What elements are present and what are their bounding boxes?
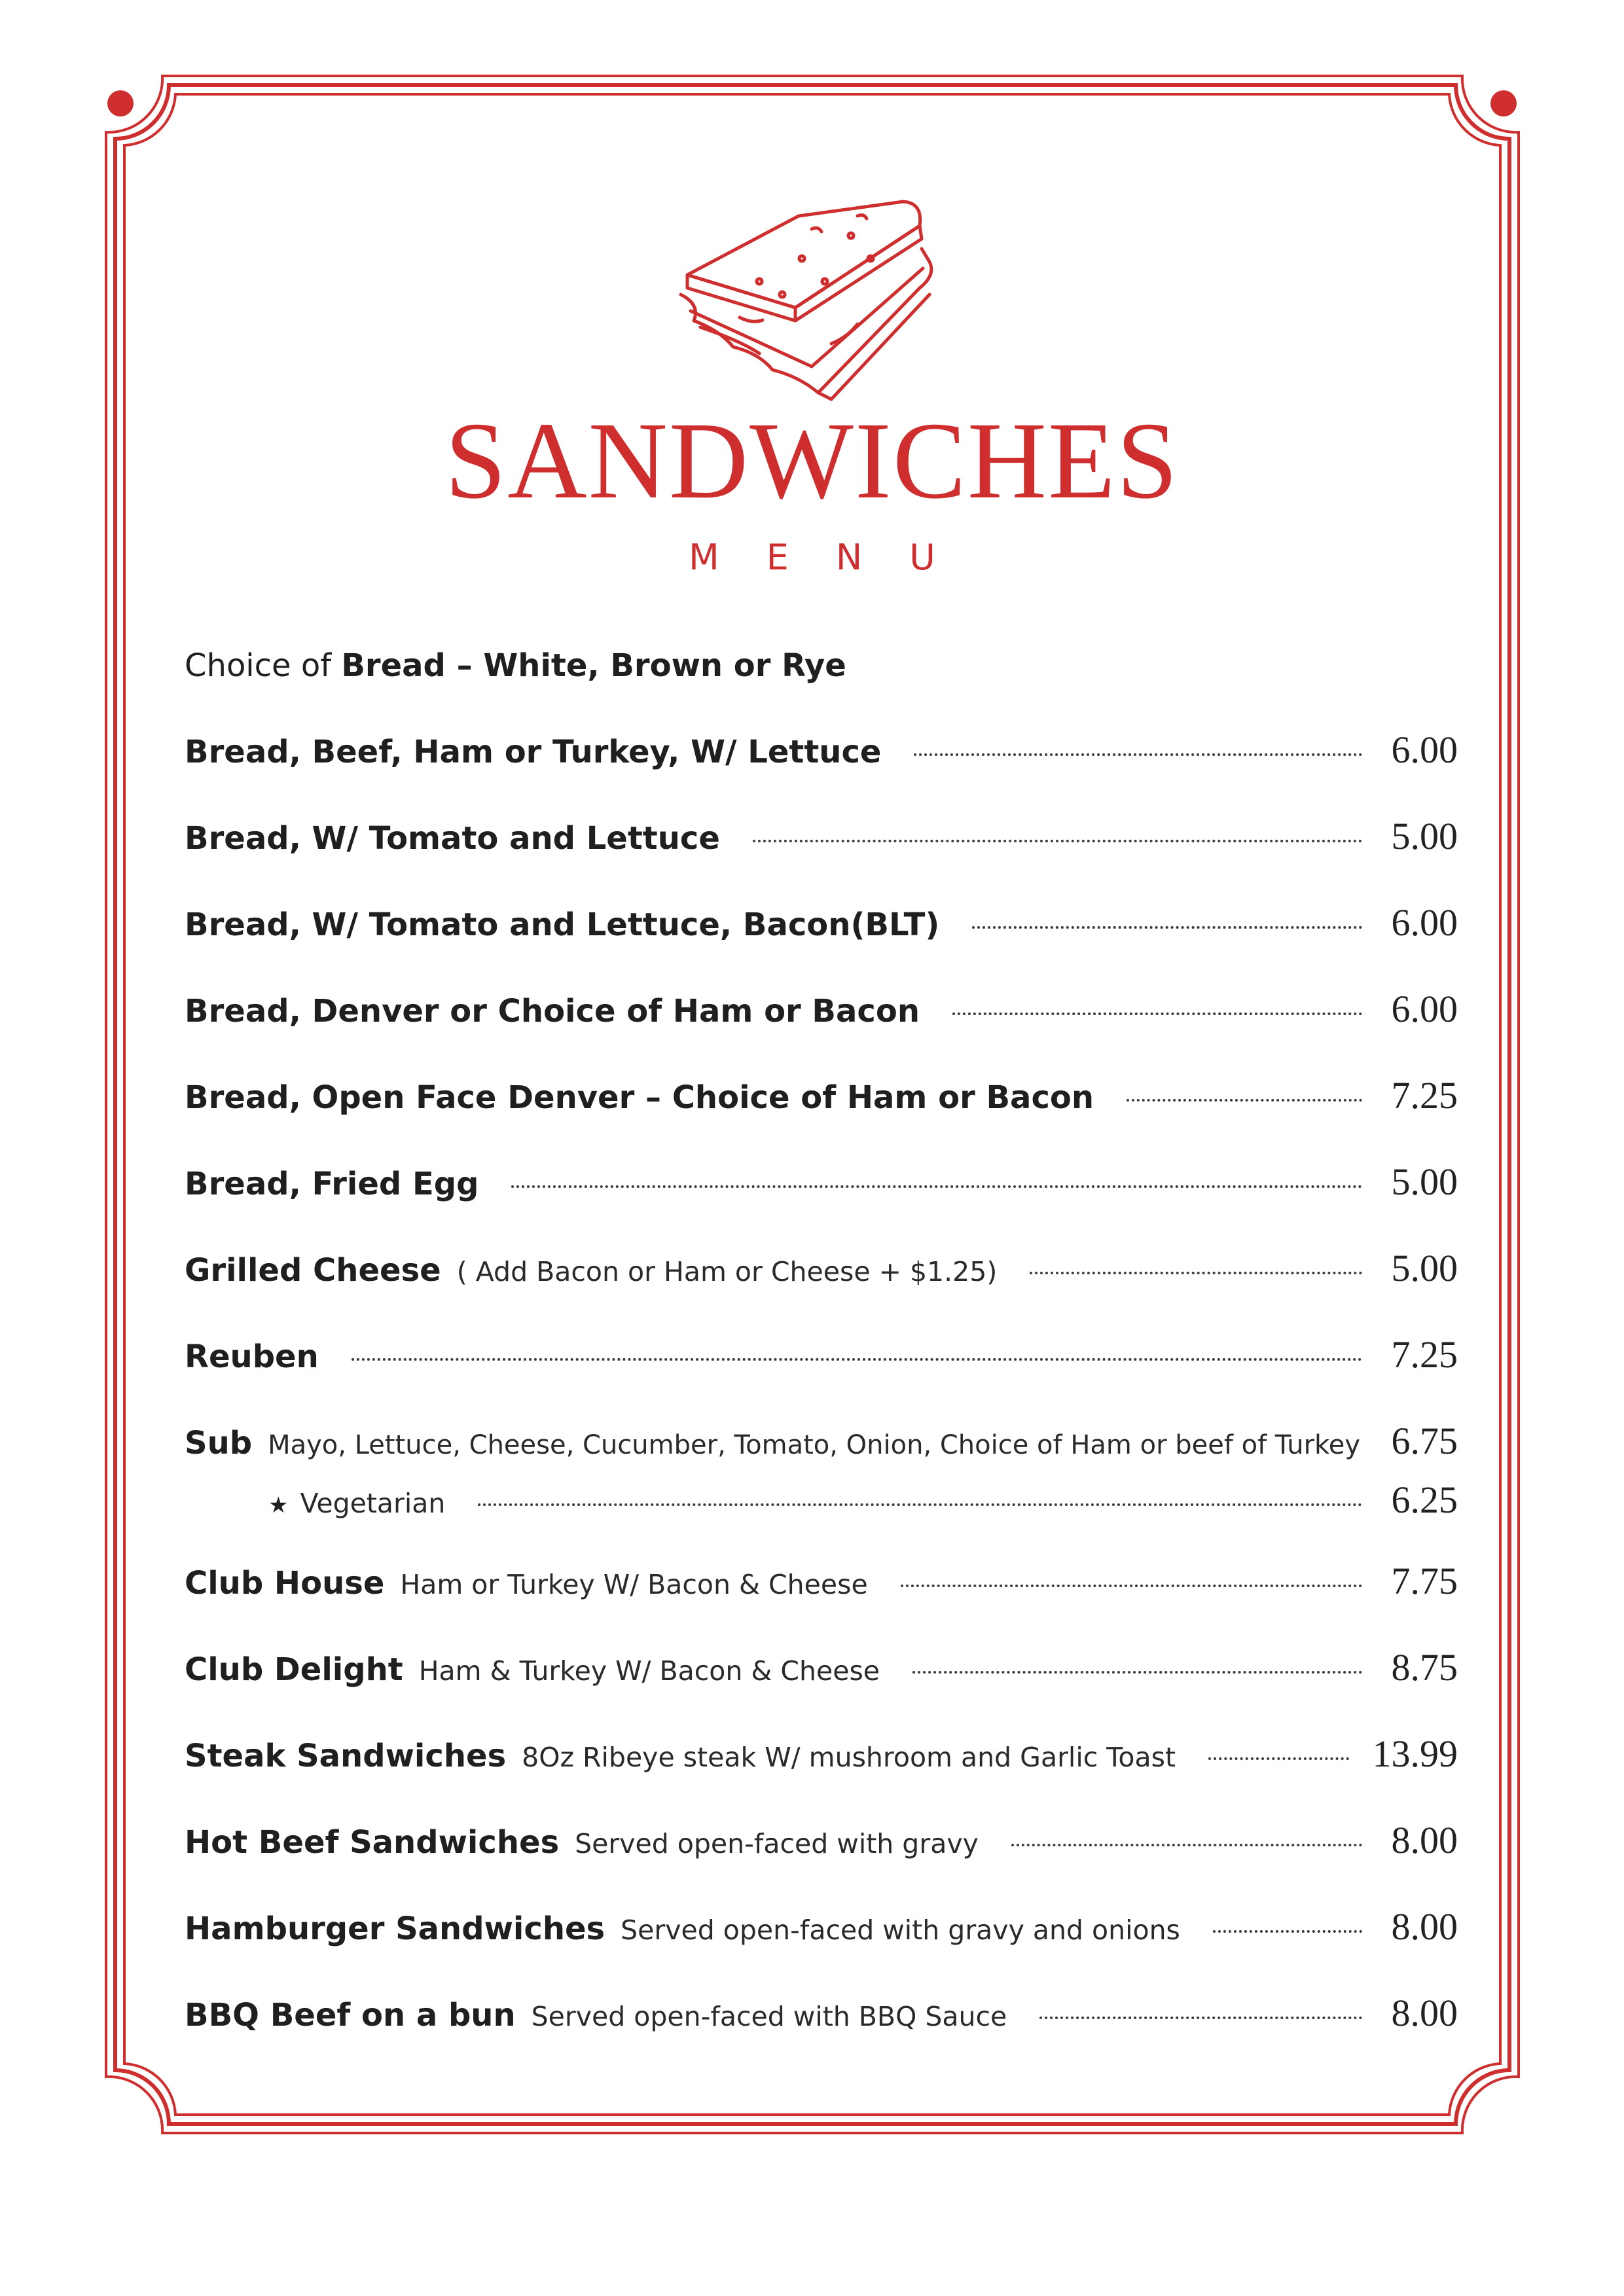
item-price: 8.00 (1391, 1819, 1458, 1861)
menu-item (185, 1818, 1458, 1864)
dotted-leader (1039, 2017, 1362, 2019)
item-name: Reuben (185, 1338, 319, 1375)
item-price: 6.00 (1391, 988, 1458, 1030)
menu-item (185, 901, 1458, 946)
menu-item (185, 1991, 1458, 2037)
dotted-leader (1127, 1099, 1362, 1102)
item-description: Served open-faced with gravy and onions (621, 1914, 1180, 1946)
item-price: 6.00 (1391, 901, 1458, 944)
dotted-leader (914, 753, 1362, 756)
item-description: Served open-faced with BBQ Sauce (531, 2001, 1007, 2032)
item-price: 8.00 (1391, 1905, 1458, 1948)
menu-item (185, 1905, 1458, 1950)
item-description: Ham & Turkey W/ Bacon & Cheese (418, 1655, 880, 1687)
dotted-leader (352, 1358, 1362, 1361)
dotted-leader (1011, 1844, 1362, 1846)
menu-item (185, 728, 1458, 774)
item-name: Club House (185, 1565, 385, 1602)
item-name: Sub (185, 1425, 253, 1462)
dotted-leader (511, 1185, 1362, 1188)
dotted-leader (1213, 1930, 1362, 1933)
dotted-leader (478, 1503, 1362, 1506)
item-name: Grilled Cheese (185, 1252, 441, 1289)
item-price: 6.75 (1391, 1420, 1458, 1462)
item-price: 7.25 (1391, 1333, 1458, 1376)
item-price: 6.25 (1391, 1479, 1458, 1521)
item-description: Served open-faced with gravy (575, 1828, 979, 1859)
item-price: 8.00 (1391, 1992, 1458, 2034)
bread-choice-prefix: Choice of (185, 647, 342, 684)
item-name: Bread, W/ Tomato and Lettuce (185, 820, 720, 857)
sandwich-icon (661, 190, 949, 406)
dotted-leader (952, 1013, 1362, 1015)
corner-dot-right (1490, 90, 1517, 117)
dotted-leader (1030, 1272, 1362, 1274)
bread-choice-note (185, 645, 846, 687)
menu-item (185, 1333, 1458, 1378)
item-name: Bread, Open Face Denver – Choice of Ham or Bacon (185, 1079, 1094, 1116)
item-price: 6.00 (1391, 728, 1458, 771)
item-description: Ham or Turkey W/ Bacon & Cheese (400, 1569, 868, 1600)
menu-item (185, 987, 1458, 1033)
item-price: 8.75 (1391, 1646, 1458, 1689)
dotted-leader (1208, 1757, 1348, 1760)
menu-title: SANDWICHES (444, 400, 1180, 522)
item-name: Bread, W/ Tomato and Lettuce, Bacon(BLT) (185, 906, 940, 943)
item-description: Vegetarian (300, 1488, 446, 1519)
dotted-leader (912, 1671, 1362, 1674)
dotted-leader (972, 926, 1362, 929)
star-icon: ★ (268, 1492, 289, 1518)
menu-item (185, 814, 1458, 860)
dotted-leader (901, 1585, 1362, 1587)
item-name: Bread, Beef, Ham or Turkey, W/ Lettuce (185, 734, 882, 770)
menu-item (185, 1419, 1458, 1465)
item-name: Hot Beef Sandwiches (185, 1824, 560, 1861)
item-description: ( Add Bacon or Ham or Cheese + $1.25) (456, 1256, 998, 1287)
item-price: 7.75 (1391, 1560, 1458, 1602)
item-price: 5.00 (1391, 1160, 1458, 1203)
item-price: 7.25 (1391, 1074, 1458, 1117)
menu-item (185, 1559, 1458, 1605)
item-name: Hamburger Sandwiches (185, 1910, 605, 1947)
menu-item (185, 1732, 1458, 1778)
menu-item (185, 1645, 1458, 1691)
item-description: 8Oz Ribeye steak W/ mushroom and Garlic Toast (522, 1742, 1176, 1773)
bread-choice-options: Bread – White, Brown or Rye (341, 647, 846, 684)
menu-item (185, 1246, 1458, 1292)
item-price: 13.99 (1372, 1732, 1458, 1775)
menu-subtitle: MENU (689, 537, 983, 578)
item-name: Club Delight (185, 1651, 403, 1688)
item-price: 5.00 (1391, 1247, 1458, 1289)
item-description: Mayo, Lettuce, Cheese, Cucumber, Tomato, Onion, Choice of Ham or beef of Turkey (268, 1430, 1361, 1460)
item-name: Bread, Fried Egg (185, 1166, 479, 1202)
item-name: BBQ Beef on a bun (185, 1997, 516, 2034)
item-price: 5.00 (1391, 815, 1458, 857)
item-name: Bread, Denver or Choice of Ham or Bacon (185, 993, 920, 1030)
corner-dot-left (107, 90, 134, 117)
menu-item-variant (268, 1478, 1458, 1524)
item-name: Steak Sandwiches (185, 1738, 507, 1774)
dotted-leader (753, 840, 1362, 842)
menu-item (185, 1073, 1458, 1119)
menu-item (185, 1160, 1458, 1206)
